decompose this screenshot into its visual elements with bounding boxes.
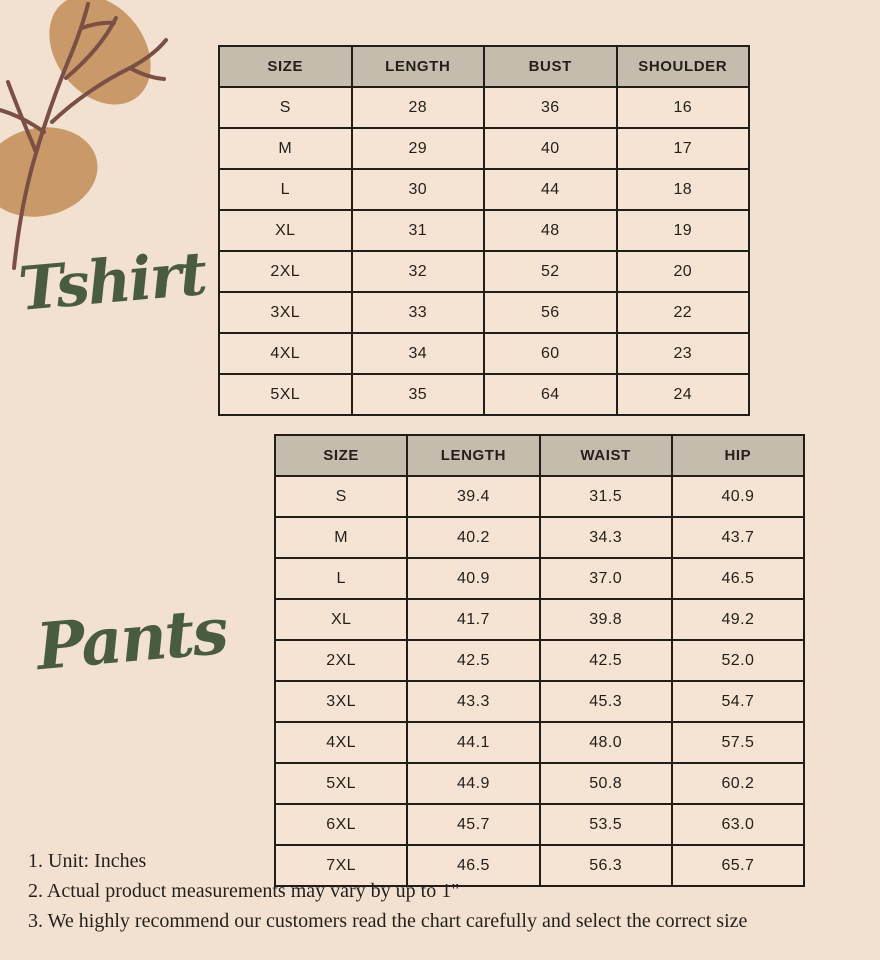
table-cell: 34.3 (540, 517, 672, 558)
table-cell: 52 (484, 251, 617, 292)
table-cell: 17 (617, 128, 750, 169)
table-cell: 5XL (219, 374, 352, 415)
table-cell: 30 (352, 169, 485, 210)
table-cell: 37.0 (540, 558, 672, 599)
table-cell: 39.4 (407, 476, 539, 517)
table-cell: 54.7 (672, 681, 804, 722)
table-row (275, 804, 804, 845)
table-cell: 31 (352, 210, 485, 251)
table-cell: 34 (352, 333, 485, 374)
table-cell: 2XL (275, 640, 407, 681)
table-cell: 50.8 (540, 763, 672, 804)
table-cell: 6XL (275, 804, 407, 845)
table-cell: 33 (352, 292, 485, 333)
column-header: LENGTH (352, 46, 485, 87)
table-cell: 29 (352, 128, 485, 169)
table-cell: 60 (484, 333, 617, 374)
pants-size-table (274, 434, 805, 887)
table-cell: 43.3 (407, 681, 539, 722)
table-cell: 40.9 (407, 558, 539, 599)
footnote-unit: 1. Unit: Inches (28, 850, 147, 872)
table-cell: 28 (352, 87, 485, 128)
header-row (275, 435, 804, 476)
table-cell: L (219, 169, 352, 210)
table-cell: 4XL (219, 333, 352, 374)
table-cell: 48 (484, 210, 617, 251)
table-cell: 45.3 (540, 681, 672, 722)
table-row (275, 681, 804, 722)
table-cell: 24 (617, 374, 750, 415)
column-header: HIP (672, 435, 804, 476)
table-cell: 7XL (275, 845, 407, 886)
table-cell: 42.5 (407, 640, 539, 681)
table-cell: 5XL (275, 763, 407, 804)
table-cell: 60.2 (672, 763, 804, 804)
footnote-variance: 2. Actual product measurements may vary by up to 1" (28, 880, 460, 902)
table-cell: 53.5 (540, 804, 672, 845)
table-cell: 44.1 (407, 722, 539, 763)
table-row (275, 476, 804, 517)
footnote-advice: 3. We highly recommend our customers read the chart carefully and select the correct size (28, 910, 748, 932)
table-cell: 3XL (219, 292, 352, 333)
table-cell: 46.5 (407, 845, 539, 886)
column-header: SHOULDER (617, 46, 750, 87)
table-cell: 52.0 (672, 640, 804, 681)
column-header: WAIST (540, 435, 672, 476)
table-cell: 18 (617, 169, 750, 210)
table-cell: 49.2 (672, 599, 804, 640)
table-cell: 42.5 (540, 640, 672, 681)
table-cell: 22 (617, 292, 750, 333)
column-header: SIZE (219, 46, 352, 87)
table-cell: 44.9 (407, 763, 539, 804)
table-row (275, 763, 804, 804)
table-cell: XL (275, 599, 407, 640)
table-cell: 16 (617, 87, 750, 128)
table-cell: S (219, 87, 352, 128)
table-cell: L (275, 558, 407, 599)
table-cell: 4XL (275, 722, 407, 763)
table-cell: 40.2 (407, 517, 539, 558)
pants-title: Pants (33, 593, 230, 686)
tshirt-title: Tshirt (15, 238, 209, 326)
table-cell: 46.5 (672, 558, 804, 599)
table-row (219, 333, 749, 374)
table-cell: 20 (617, 251, 750, 292)
column-header: LENGTH (407, 435, 539, 476)
table-cell: 64 (484, 374, 617, 415)
column-header: SIZE (275, 435, 407, 476)
table-cell: 41.7 (407, 599, 539, 640)
footnotes (28, 846, 747, 936)
table-row (275, 599, 804, 640)
table-row (219, 374, 749, 415)
table-cell: 63.0 (672, 804, 804, 845)
table-cell: M (275, 517, 407, 558)
table-cell: 19 (617, 210, 750, 251)
table-row (275, 558, 804, 599)
table-cell: 43.7 (672, 517, 804, 558)
table-cell: 3XL (275, 681, 407, 722)
table-row (219, 169, 749, 210)
table-cell: S (275, 476, 407, 517)
column-header: BUST (484, 46, 617, 87)
header-row (219, 46, 749, 87)
table-cell: 48.0 (540, 722, 672, 763)
table-cell: 56 (484, 292, 617, 333)
table-row (219, 128, 749, 169)
table-cell: 44 (484, 169, 617, 210)
tshirt-size-table (218, 45, 750, 416)
table-cell: 40.9 (672, 476, 804, 517)
table-cell: 2XL (219, 251, 352, 292)
table-cell: 23 (617, 333, 750, 374)
table-cell: 32 (352, 251, 485, 292)
table-cell: 35 (352, 374, 485, 415)
table-cell: 31.5 (540, 476, 672, 517)
table-row (275, 722, 804, 763)
table-cell: 40 (484, 128, 617, 169)
table-cell: XL (219, 210, 352, 251)
table-row (219, 87, 749, 128)
table-cell: 39.8 (540, 599, 672, 640)
table-cell: 57.5 (672, 722, 804, 763)
table-cell: 45.7 (407, 804, 539, 845)
table-cell: M (219, 128, 352, 169)
table-row (219, 210, 749, 251)
table-row (219, 251, 749, 292)
table-row (219, 292, 749, 333)
table-row (275, 517, 804, 558)
table-cell: 65.7 (672, 845, 804, 886)
table-cell: 56.3 (540, 845, 672, 886)
table-cell: 36 (484, 87, 617, 128)
table-row (275, 640, 804, 681)
